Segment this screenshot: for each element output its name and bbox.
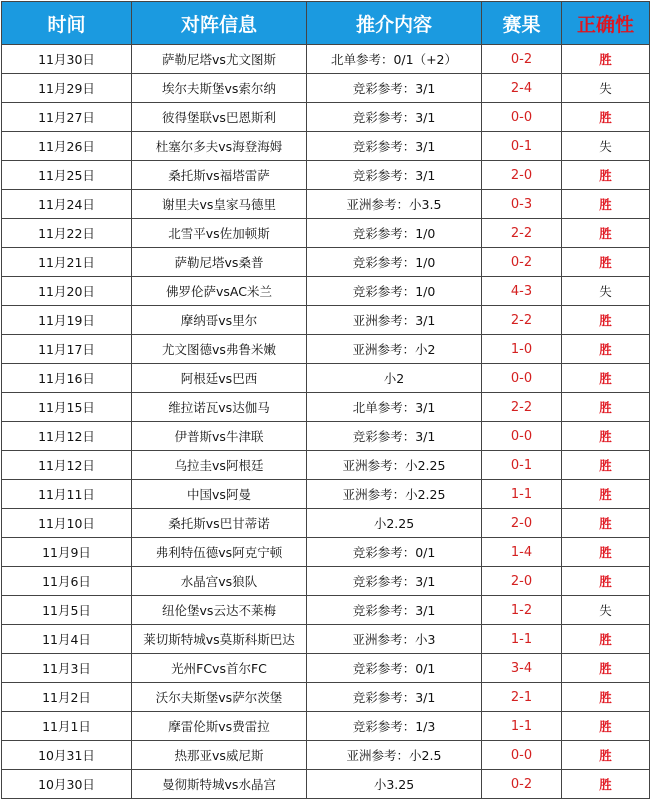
header-tip: 推介内容 <box>307 2 482 45</box>
tip-cell: 竞彩参考：3/1 <box>307 422 482 451</box>
tip-cell: 小3.25 <box>307 770 482 799</box>
tip-cell: 竞彩参考：1/0 <box>307 219 482 248</box>
table-row <box>2 480 650 509</box>
match-cell: 弗利特伍德vs阿克宁顿 <box>132 538 307 567</box>
table-row <box>2 712 650 741</box>
score-cell: 1-1 <box>482 712 562 741</box>
score-cell: 1-4 <box>482 538 562 567</box>
date-cell: 11月25日 <box>2 161 132 190</box>
score-cell: 2-0 <box>482 567 562 596</box>
table-row <box>2 654 650 683</box>
match-cell: 曼彻斯特城vs水晶宫 <box>132 770 307 799</box>
header-row <box>2 2 650 45</box>
date-cell: 11月10日 <box>2 509 132 538</box>
table-row <box>2 45 650 74</box>
result-cell: 胜 <box>562 712 650 741</box>
score-cell: 1-1 <box>482 625 562 654</box>
date-cell: 11月17日 <box>2 335 132 364</box>
tip-cell: 竞彩参考：3/1 <box>307 132 482 161</box>
match-cell: 乌拉圭vs阿根廷 <box>132 451 307 480</box>
result-cell: 胜 <box>562 103 650 132</box>
table-row <box>2 277 650 306</box>
score-cell: 0-0 <box>482 422 562 451</box>
score-cell: 2-2 <box>482 393 562 422</box>
match-cell: 谢里夫vs皇家马德里 <box>132 190 307 219</box>
table-row <box>2 190 650 219</box>
result-cell: 胜 <box>562 480 650 509</box>
table-row <box>2 683 650 712</box>
table-row <box>2 335 650 364</box>
table-row <box>2 219 650 248</box>
score-cell: 2-0 <box>482 509 562 538</box>
header-correct: 正确性 <box>562 2 650 45</box>
header-score: 赛果 <box>482 2 562 45</box>
tip-cell: 竞彩参考：3/1 <box>307 103 482 132</box>
date-cell: 11月21日 <box>2 248 132 277</box>
date-cell: 11月30日 <box>2 45 132 74</box>
tip-cell: 亚洲参考：小3 <box>307 625 482 654</box>
date-cell: 11月26日 <box>2 132 132 161</box>
tip-cell: 竞彩参考：3/1 <box>307 596 482 625</box>
result-cell: 失 <box>562 74 650 103</box>
score-cell: 2-2 <box>482 219 562 248</box>
tip-cell: 亚洲参考：3/1 <box>307 306 482 335</box>
match-cell: 桑托斯vs福塔雷萨 <box>132 161 307 190</box>
score-cell: 0-0 <box>482 741 562 770</box>
table-body <box>2 45 650 799</box>
match-cell: 佛罗伦萨vsAC米兰 <box>132 277 307 306</box>
predictions-table <box>1 1 650 799</box>
score-cell: 4-3 <box>482 277 562 306</box>
score-cell: 1-0 <box>482 335 562 364</box>
result-cell: 胜 <box>562 161 650 190</box>
score-cell: 0-3 <box>482 190 562 219</box>
result-cell: 胜 <box>562 422 650 451</box>
result-cell: 胜 <box>562 335 650 364</box>
result-cell: 失 <box>562 596 650 625</box>
table-row <box>2 74 650 103</box>
header-match: 对阵信息 <box>132 2 307 45</box>
result-cell: 胜 <box>562 219 650 248</box>
match-cell: 水晶宫vs狼队 <box>132 567 307 596</box>
table-row <box>2 306 650 335</box>
date-cell: 11月29日 <box>2 74 132 103</box>
tip-cell: 小2 <box>307 364 482 393</box>
match-cell: 彼得堡联vs巴恩斯利 <box>132 103 307 132</box>
match-cell: 纽伦堡vs云达不莱梅 <box>132 596 307 625</box>
match-cell: 桑托斯vs巴甘蒂诺 <box>132 509 307 538</box>
result-cell: 胜 <box>562 190 650 219</box>
result-cell: 胜 <box>562 683 650 712</box>
date-cell: 11月3日 <box>2 654 132 683</box>
date-cell: 10月30日 <box>2 770 132 799</box>
tip-cell: 北单参考：3/1 <box>307 393 482 422</box>
header-date: 时间 <box>2 2 132 45</box>
date-cell: 11月2日 <box>2 683 132 712</box>
match-cell: 莱切斯特城vs莫斯科斯巴达 <box>132 625 307 654</box>
score-cell: 0-0 <box>482 364 562 393</box>
score-cell: 0-2 <box>482 248 562 277</box>
table-row <box>2 422 650 451</box>
match-cell: 北雪平vs佐加顿斯 <box>132 219 307 248</box>
table-row <box>2 625 650 654</box>
tip-cell: 亚洲参考：小2 <box>307 335 482 364</box>
date-cell: 10月31日 <box>2 741 132 770</box>
score-cell: 2-0 <box>482 161 562 190</box>
date-cell: 11月15日 <box>2 393 132 422</box>
tip-cell: 竞彩参考：1/0 <box>307 277 482 306</box>
result-cell: 胜 <box>562 538 650 567</box>
match-cell: 摩雷伦斯vs费雷拉 <box>132 712 307 741</box>
tip-cell: 竞彩参考：1/3 <box>307 712 482 741</box>
result-cell: 胜 <box>562 770 650 799</box>
date-cell: 11月27日 <box>2 103 132 132</box>
table-row <box>2 132 650 161</box>
score-cell: 0-2 <box>482 770 562 799</box>
date-cell: 11月12日 <box>2 422 132 451</box>
table-row <box>2 596 650 625</box>
result-cell: 胜 <box>562 625 650 654</box>
result-cell: 胜 <box>562 567 650 596</box>
table-row <box>2 451 650 480</box>
result-cell: 胜 <box>562 364 650 393</box>
score-cell: 1-2 <box>482 596 562 625</box>
result-cell: 胜 <box>562 509 650 538</box>
tip-cell: 竞彩参考：3/1 <box>307 161 482 190</box>
match-cell: 维拉诺瓦vs达伽马 <box>132 393 307 422</box>
score-cell: 2-4 <box>482 74 562 103</box>
tip-cell: 竞彩参考：3/1 <box>307 567 482 596</box>
match-cell: 摩纳哥vs里尔 <box>132 306 307 335</box>
date-cell: 11月12日 <box>2 451 132 480</box>
match-cell: 伊普斯vs牛津联 <box>132 422 307 451</box>
date-cell: 11月22日 <box>2 219 132 248</box>
match-cell: 埃尔夫斯堡vs索尔纳 <box>132 74 307 103</box>
date-cell: 11月11日 <box>2 480 132 509</box>
match-cell: 中国vs阿曼 <box>132 480 307 509</box>
score-cell: 3-4 <box>482 654 562 683</box>
date-cell: 11月6日 <box>2 567 132 596</box>
score-cell: 0-0 <box>482 103 562 132</box>
date-cell: 11月24日 <box>2 190 132 219</box>
result-cell: 胜 <box>562 654 650 683</box>
match-cell: 阿根廷vs巴西 <box>132 364 307 393</box>
date-cell: 11月1日 <box>2 712 132 741</box>
table-row <box>2 393 650 422</box>
result-cell: 胜 <box>562 248 650 277</box>
tip-cell: 北单参考：0/1（+2） <box>307 45 482 74</box>
tip-cell: 竞彩参考：0/1 <box>307 654 482 683</box>
tip-cell: 竞彩参考：0/1 <box>307 538 482 567</box>
tip-cell: 竞彩参考：3/1 <box>307 683 482 712</box>
result-cell: 胜 <box>562 45 650 74</box>
match-cell: 萨勒尼塔vs桑普 <box>132 248 307 277</box>
score-cell: 2-1 <box>482 683 562 712</box>
date-cell: 11月20日 <box>2 277 132 306</box>
table-row <box>2 248 650 277</box>
result-cell: 胜 <box>562 451 650 480</box>
tip-cell: 亚洲参考：小3.5 <box>307 190 482 219</box>
date-cell: 11月5日 <box>2 596 132 625</box>
table-row <box>2 103 650 132</box>
result-cell: 失 <box>562 132 650 161</box>
result-cell: 胜 <box>562 306 650 335</box>
result-cell: 失 <box>562 277 650 306</box>
table-row <box>2 509 650 538</box>
result-cell: 胜 <box>562 741 650 770</box>
date-cell: 11月19日 <box>2 306 132 335</box>
table-row <box>2 161 650 190</box>
score-cell: 1-1 <box>482 480 562 509</box>
table-row <box>2 770 650 799</box>
score-cell: 0-1 <box>482 451 562 480</box>
tip-cell: 亚洲参考：小2.25 <box>307 480 482 509</box>
table-row <box>2 741 650 770</box>
table-row <box>2 538 650 567</box>
result-cell: 胜 <box>562 393 650 422</box>
match-cell: 杜塞尔多夫vs海登海姆 <box>132 132 307 161</box>
match-cell: 尤文图德vs弗鲁米嫩 <box>132 335 307 364</box>
tip-cell: 亚洲参考：小2.25 <box>307 451 482 480</box>
date-cell: 11月4日 <box>2 625 132 654</box>
score-cell: 0-2 <box>482 45 562 74</box>
tip-cell: 小2.25 <box>307 509 482 538</box>
tip-cell: 亚洲参考：小2.5 <box>307 741 482 770</box>
match-cell: 热那亚vs威尼斯 <box>132 741 307 770</box>
match-cell: 沃尔夫斯堡vs萨尔茨堡 <box>132 683 307 712</box>
table-row <box>2 364 650 393</box>
match-cell: 萨勒尼塔vs尤文图斯 <box>132 45 307 74</box>
tip-cell: 竞彩参考：1/0 <box>307 248 482 277</box>
match-cell: 光州FCvs首尔FC <box>132 654 307 683</box>
table-row <box>2 567 650 596</box>
date-cell: 11月9日 <box>2 538 132 567</box>
date-cell: 11月16日 <box>2 364 132 393</box>
tip-cell: 竞彩参考：3/1 <box>307 74 482 103</box>
score-cell: 2-2 <box>482 306 562 335</box>
score-cell: 0-1 <box>482 132 562 161</box>
